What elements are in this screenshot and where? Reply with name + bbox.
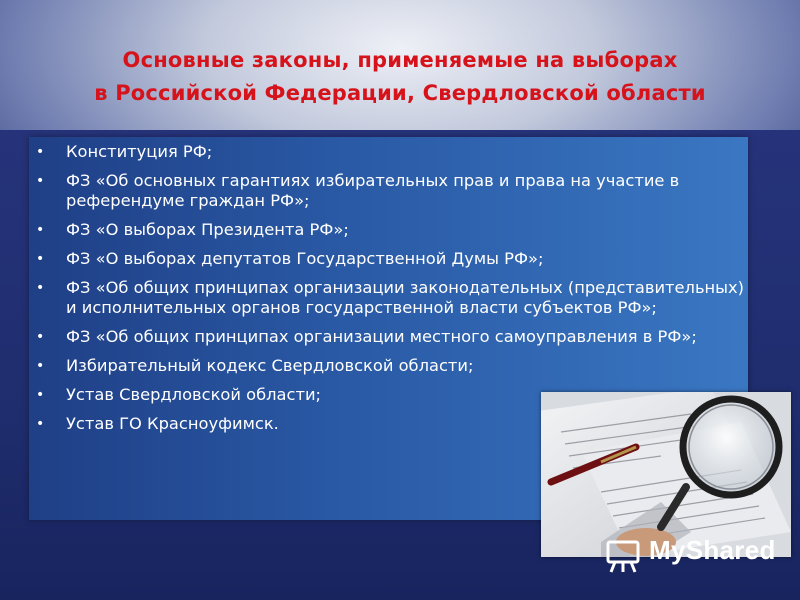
- list-item-label: ФЗ «Об общих принципах организации местного самоуправления в РФ»;: [66, 327, 697, 346]
- list-item-label: Устав Свердловской области;: [66, 385, 322, 404]
- documents-magnifier-photo: [541, 392, 791, 557]
- magnifier-documents-icon: [541, 392, 791, 557]
- bullet-icon: •: [36, 387, 45, 403]
- bullet-icon: •: [36, 280, 45, 296]
- list-item: [36, 249, 746, 269]
- list-item: [36, 171, 746, 211]
- list-item-label: Избирательный кодекс Свердловской области;: [66, 356, 474, 375]
- bullet-icon: •: [36, 416, 45, 432]
- list-item: [36, 142, 746, 162]
- list-item-label: ФЗ «Об общих принципах организации законодательных (представительных) и исполнительных органов государственной власти субъектов РФ»;: [66, 278, 745, 317]
- list-item: [36, 278, 746, 318]
- watermark-text: MyShared: [649, 535, 776, 565]
- slide-title: [40, 44, 760, 110]
- bullet-icon: •: [36, 222, 45, 238]
- list-item-label: Конституция РФ;: [66, 142, 213, 161]
- list-item: [36, 356, 746, 376]
- list-item-label: ФЗ «О выборах депутатов Государственной Думы РФ»;: [66, 249, 544, 268]
- list-item-label: ФЗ «Об основных гарантиях избирательных прав и права на участие в референдуме граждан РФ»;: [66, 171, 680, 210]
- slide-title-line-2: в Российской Федерации, Свердловской области: [94, 81, 706, 105]
- slide-title-line-1: Основные законы, применяемые на выборах: [122, 48, 678, 72]
- bullet-icon: •: [36, 173, 45, 189]
- list-item-label: Устав ГО Красноуфимск.: [66, 414, 279, 433]
- bullet-icon: •: [36, 251, 45, 267]
- list-item-label: ФЗ «О выборах Президента РФ»;: [66, 220, 349, 239]
- list-item: [36, 220, 746, 240]
- bullet-icon: •: [36, 329, 45, 345]
- presentation-board-icon: [605, 539, 641, 573]
- bullet-icon: •: [36, 144, 45, 160]
- bullet-icon: •: [36, 358, 45, 374]
- list-item: [36, 327, 746, 347]
